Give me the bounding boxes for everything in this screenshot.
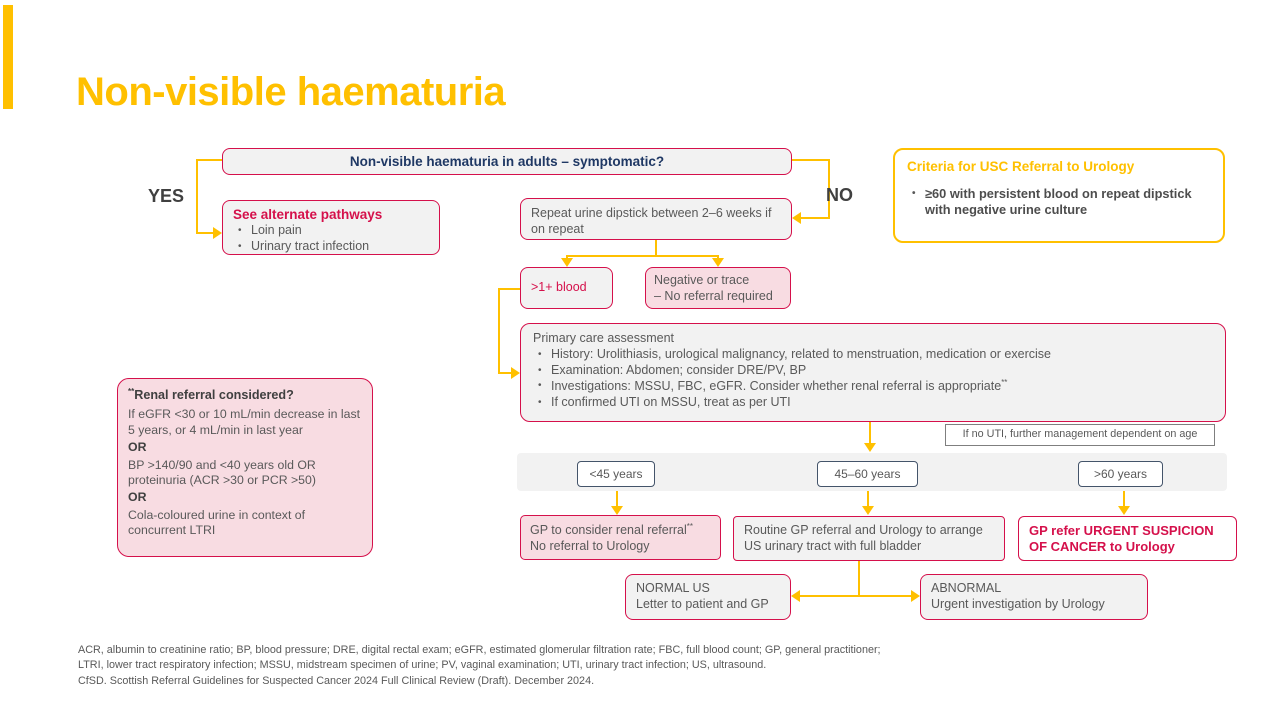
renal-outcome-box [520,515,721,560]
age-box-45-60 [817,461,918,487]
urgent-outcome-line-1: GP refer URGENT SUSPICION [1029,523,1214,538]
age-under-45-text: <45 years [589,467,643,481]
age-over-60-text: >60 years [1093,467,1148,481]
footer-line-1: ACR, albumin to creatinine ratio; BP, blood pressure; DRE, digital rectal exam; eGFR, estimated glomerular filtration rate; FBC, full blood count; GP, general practitioner; [78,644,881,656]
footnote-marker: ** [1001,378,1008,388]
abnormal-box [920,574,1148,620]
normal-us-line-2: Letter to patient and GP [636,596,769,611]
arrowhead-primary-care [511,367,520,379]
renal-note-line-1: If eGFR <30 or 10 mL/min decrease in last 5 years, or 4 mL/min in last year [128,407,361,437]
usc-criteria-bullet: • ≥60 with persistent blood on repeat dipstick with negative urine culture [907,186,1211,218]
renal-note-or-1: OR [128,440,147,455]
usc-criteria-box [893,148,1225,243]
arrowhead-yes [213,227,222,239]
arrowhead-routine-outcome [862,506,874,515]
accent-bar [3,5,13,109]
primary-care-bullet-4: • If confirmed UTI on MSSU, treat as per UTI [533,395,1213,411]
age-note-text: If no UTI, further management dependent on age [962,428,1198,441]
renal-note-or-2: OR [128,490,147,505]
routine-outcome-box [733,516,1005,561]
footer-line-3: CfSD. Scottish Referral Guidelines for Suspected Cancer 2024 Full Clinical Review (Draft). December 2024. [78,674,595,687]
urgent-outcome-line-2: OF CANCER to Urology [1029,539,1175,555]
repeat-dipstick-text: Repeat urine dipstick between 2–6 weeks if on repeat [531,206,772,236]
blood-box [520,267,613,309]
arrow-routine-stem [858,561,860,597]
routine-outcome-text: Routine GP referral and Urology to arrange US urinary tract with full bladder [744,523,983,553]
arrow-blood-out [498,288,522,290]
primary-care-box [520,323,1226,422]
footer [78,643,1218,689]
arrow-primary-down [869,422,871,444]
blood-text: >1+ blood [531,280,587,295]
page-title: Non-visible haematuria [76,70,506,114]
arrowhead-no [792,212,801,224]
arrowhead-abnormal [911,590,920,602]
arrowhead-renal-outcome [611,506,623,515]
primary-care-title: Primary care assessment [533,331,675,345]
arrow-yes-vertical [196,159,198,234]
urgent-outcome-box [1018,516,1237,561]
arrowhead-blood [561,258,573,267]
alternate-bullet-2: • Urinary tract infection [233,239,429,255]
usc-criteria-title: Criteria for USC Referral to Urology [907,159,1135,174]
negative-line-2: – No referral required [654,288,773,303]
no-label: NO [826,185,853,205]
arrow-blood-in [498,372,512,374]
footnote-marker: ** [128,387,135,396]
question-text: Non-visible haematuria in adults – symptomatic? [349,154,665,169]
normal-us-line-1: NORMAL US [636,581,710,595]
footer-line-2: LTRI, lower tract respiratory infection; MSSU, midstream specimen of urine; PV, vaginal examination; UTI, urinary tract infection; US, ultrasound. [78,659,767,672]
arrowhead-age-band [864,443,876,452]
age-box-over-60 [1078,461,1163,487]
renal-note-box [117,378,373,557]
question-box [222,148,792,175]
age-note-label [945,424,1215,446]
yes-label: YES [148,186,185,206]
footnote-marker: ** [686,522,694,531]
arrow-no-top [790,159,830,161]
normal-us-box [625,574,791,620]
negative-box [645,267,791,309]
alternate-pathways-title: See alternate pathways [233,207,383,222]
renal-outcome-line-1: GP to consider renal referral** [530,522,694,538]
arrow-blood-vertical [498,288,500,374]
arrowhead-urgent-outcome [1118,506,1130,515]
primary-care-bullet-1: • History: Urolithiasis, urological malignancy, related to menstruation, medication or exercise [533,347,1213,363]
primary-care-bullet-3: • Investigations: MSSU, FBC, eGFR. Consider whether renal referral is appropriate** [533,378,1213,395]
alternate-bullet-1: • Loin pain [233,223,429,239]
arrow-yes-top [197,159,224,161]
abnormal-line-1: ABNORMAL [931,581,1002,595]
arrow-routine-bar [799,595,912,597]
repeat-dipstick-box [520,198,792,240]
renal-note-line-2: BP >140/90 and <40 years old OR proteinuria (ACR >30 or PCR >50) [128,457,316,487]
alternate-pathways-box [222,200,440,255]
arrowhead-negative [712,258,724,267]
abnormal-line-2: Urgent investigation by Urology [931,596,1105,611]
renal-note-line-3: Cola-coloured urine in context of concurrent LTRI [128,507,306,538]
arrowhead-normal-us [791,590,800,602]
renal-note-title: **Renal referral considered? [128,387,294,403]
arrow-no-bottom [801,217,830,219]
arrow-split-bar [566,255,719,257]
age-box-under-45 [577,461,655,487]
renal-outcome-line-2: No referral to Urology [530,538,650,553]
arrow-yes-bottom [197,232,214,234]
primary-care-bullet-2: • Examination: Abdomen; consider DRE/PV, BP [533,363,1213,379]
age-45-60-text: 45–60 years [834,467,901,481]
negative-line-1: Negative or trace [654,273,750,287]
